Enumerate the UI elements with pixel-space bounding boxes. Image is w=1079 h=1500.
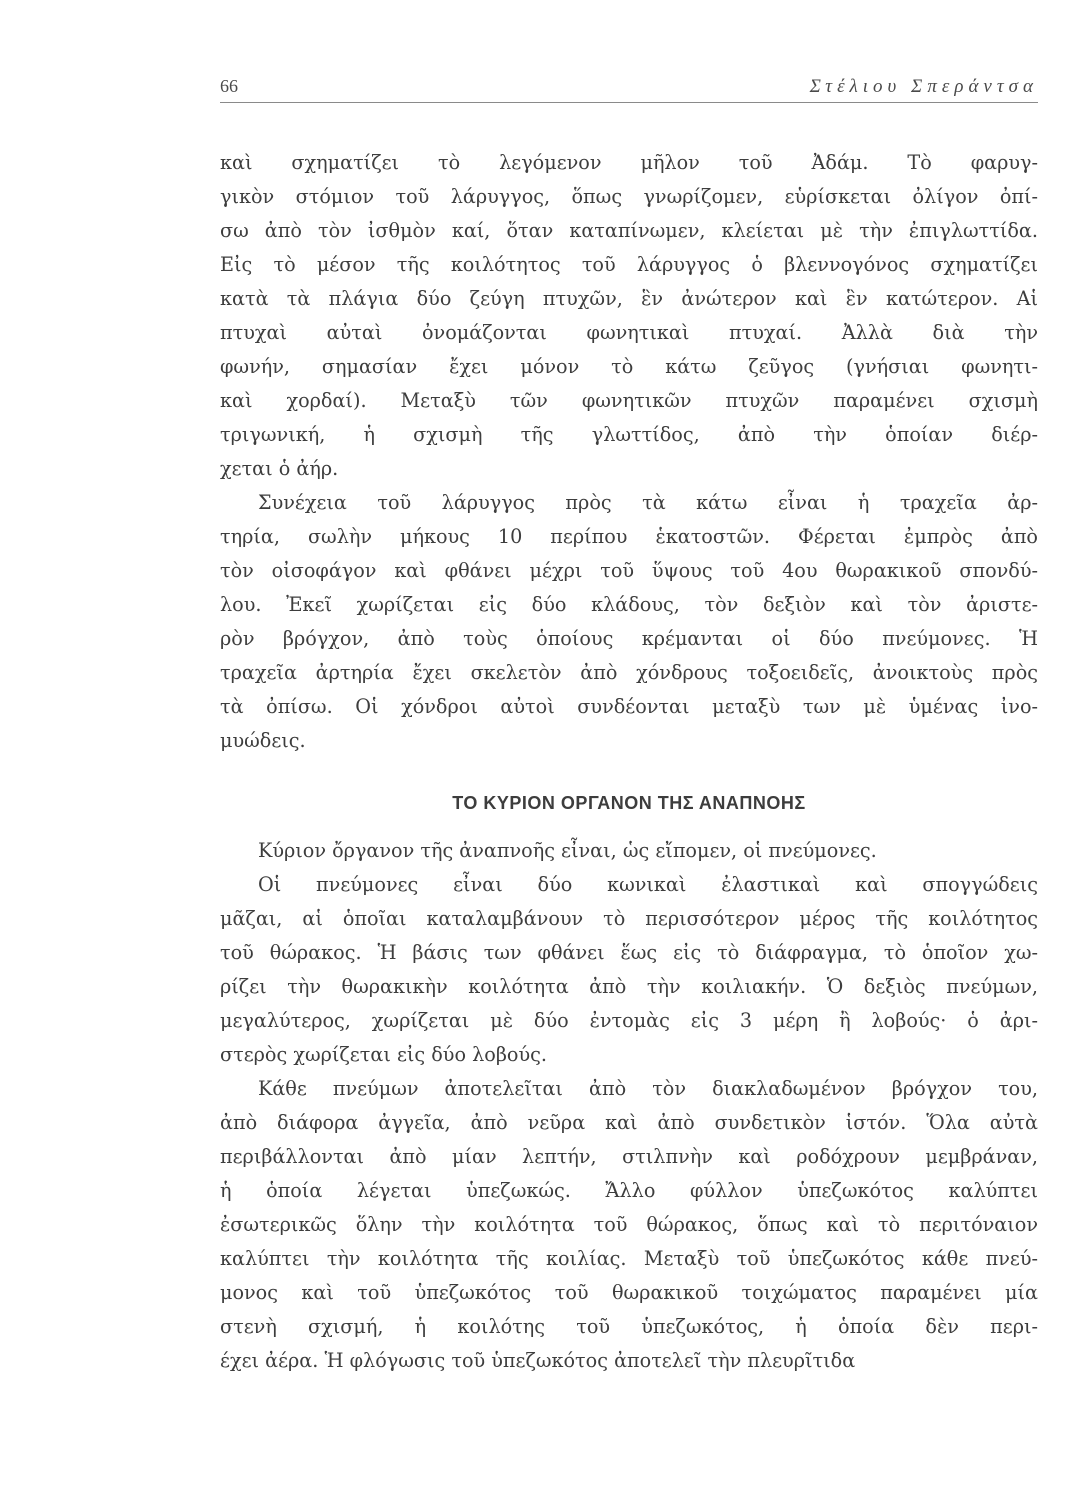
text-line: τραχεῖα ἀρτηρία ἔχει σκελετὸν ἀπὸ χόνδρους τοξοειδεῖς, ἀνοικτοὺς πρὸς bbox=[220, 661, 1038, 684]
page-number: 66 bbox=[220, 76, 238, 96]
text-line: καὶ χορδαί). Μεταξὺ τῶν φωνητικῶν πτυχῶν παραμένει σχισμὴ bbox=[220, 389, 1038, 412]
text-line: μᾶζαι, αἱ ὁποῖαι καταλαμβάνουν τὸ περισσότερον μέρος τῆς κοιλότητος bbox=[220, 907, 1038, 930]
paragraph-larynx bbox=[220, 146, 1038, 486]
text-line: κατὰ τὰ πλάγια δύο ζεύγη πτυχῶν, ἓν ἀνώτερον καὶ ἓν κατώτερον. Αἱ bbox=[220, 287, 1038, 310]
text-line: χεται ὁ ἀήρ. bbox=[220, 457, 339, 480]
text-line: πτυχαὶ αὐταὶ ὀνομάζονται φωνητικαὶ πτυχαί. Ἀλλὰ διὰ τὴν bbox=[220, 321, 1038, 344]
text-line: Κύριον ὄργανον τῆς ἀναπνοῆς εἶναι, ὡς εἴπομεν, οἱ πνεύμονες. bbox=[258, 839, 877, 862]
paragraph-trachea bbox=[220, 486, 1038, 758]
text-line: στενὴ σχισμή, ἡ κοιλότης τοῦ ὑπεζωκότος, ἡ ὁποία δὲν περι- bbox=[220, 1315, 1038, 1338]
text-line: λου. Ἐκεῖ χωρίζεται εἰς δύο κλάδους, τὸν δεξιὸν καὶ τὸν ἀριστε- bbox=[220, 593, 1038, 616]
text-line: στερὸς χωρίζεται εἰς δύο λοβούς. bbox=[220, 1043, 547, 1066]
text-line: μεγαλύτερος, χωρίζεται μὲ δύο ἐντομὰς εἰς 3 μέρη ἢ λοβούς· ὁ ἀρι- bbox=[220, 1009, 1038, 1032]
text-line: γικὸν στόμιον τοῦ λάρυγγος, ὅπως γνωρίζομεν, εὑρίσκεται ὀλίγον ὀπί- bbox=[220, 185, 1038, 208]
text-line: περιβάλλονται ἀπὸ μίαν λεπτήν, στιλπνὴν καὶ ροδόχρουν μεμβράναν, bbox=[220, 1145, 1038, 1168]
section-heading: ΤΟ ΚΥΡΙΟΝ ΟΡΓΑΝΟΝ ΤΗΣ ΑΝΑΠΝΟΗΣ bbox=[452, 793, 806, 813]
text-line: τοῦ θώρακος. Ἡ βάσις των φθάνει ἕως εἰς τὸ διάφραγμα, τὸ ὁποῖον χω- bbox=[220, 941, 1038, 964]
text-line: φωνήν, σημασίαν ἔχει μόνον τὸ κάτω ζεῦγος (γνήσιαι φωνητι- bbox=[220, 355, 1038, 378]
paragraph-pleura bbox=[220, 1072, 1038, 1378]
text-line: σω ἀπὸ τὸν ἰσθμὸν καί, ὅταν καταπίνωμεν, κλείεται μὲ τὴν ἐπιγλωττίδα. bbox=[220, 219, 1038, 242]
text-line: ρὸν βρόγχον, ἀπὸ τοὺς ὁποίους κρέμανται οἱ δύο πνεύμονες. Ἡ bbox=[220, 627, 1038, 650]
text-line: καὶ σχηματίζει τὸ λεγόμενον μῆλον τοῦ Ἀδάμ. Τὸ φαρυγ- bbox=[220, 151, 1038, 174]
text-line: ἐσωτερικῶς ὅλην τὴν κοιλότητα τοῦ θώρακος, ὅπως καὶ τὸ περιτόναιον bbox=[220, 1213, 1038, 1236]
text-line: μονος καὶ τοῦ ὑπεζωκότος τοῦ θωρακικοῦ τοιχώματος παραμένει μία bbox=[220, 1281, 1038, 1304]
running-head: Στέλιου Σπεράντσα bbox=[809, 76, 1038, 97]
text-line: τηρία, σωλὴν μήκους 10 περίπου ἑκατοστῶν. Φέρεται ἐμπρὸς ἀπὸ bbox=[220, 525, 1038, 548]
text-line: τὰ ὀπίσω. Οἱ χόνδροι αὐτοὶ συνδέονται μεταξὺ των μὲ ὑμένας ἰνο- bbox=[220, 695, 1038, 718]
text-line: μυώδεις. bbox=[220, 729, 306, 752]
text-line: Κάθε πνεύμων ἀποτελεῖται ἀπὸ τὸν διακλαδωμένον βρόγχον του, bbox=[258, 1077, 1038, 1100]
paragraph-main-organ bbox=[220, 834, 1038, 868]
text-line: Συνέχεια τοῦ λάρυγγος πρὸς τὰ κάτω εἶναι ἡ τραχεῖα ἀρ- bbox=[258, 491, 1038, 514]
text-line: ἡ ὁποία λέγεται ὑπεζωκώς. Ἄλλο φύλλον ὑπεζωκότος καλύπτει bbox=[220, 1179, 1038, 1202]
text-line: καλύπτει τὴν κοιλότητα τῆς κοιλίας. Μεταξὺ τοῦ ὑπεζωκότος κάθε πνεύ- bbox=[220, 1247, 1038, 1270]
body-text bbox=[220, 146, 1038, 1378]
text-line: ρίζει τὴν θωρακικὴν κοιλότητα ἀπὸ τὴν κοιλιακήν. Ὁ δεξιὸς πνεύμων, bbox=[220, 975, 1038, 998]
text-line: Εἰς τὸ μέσον τῆς κοιλότητος τοῦ λάρυγγος ὁ βλεννογόνος σχηματίζει bbox=[220, 253, 1038, 276]
text-line: έχει ἀέρα. Ἡ φλόγωσις τοῦ ὑπεζωκότος ἀποτελεῖ τὴν πλευρῖτιδα bbox=[220, 1349, 856, 1372]
text-line: ἀπὸ διάφορα ἀγγεῖα, ἀπὸ νεῦρα καὶ ἀπὸ συνδετικὸν ἱστόν. Ὅλα αὐτὰ bbox=[220, 1111, 1038, 1134]
text-line: Οἱ πνεύμονες εἶναι δύο κωνικαὶ ἐλαστικαὶ καὶ σπογγώδεις bbox=[258, 873, 1038, 896]
paragraph-lungs bbox=[220, 868, 1038, 1072]
page-header bbox=[220, 70, 1038, 103]
text-line: τὸν οἰσοφάγον καὶ φθάνει μέχρι τοῦ ὕψους τοῦ 4ου θωρακικοῦ σπονδύ- bbox=[220, 559, 1038, 582]
text-line: τριγωνική, ἡ σχισμὴ τῆς γλωττίδος, ἀπὸ τὴν ὁποίαν διέρ- bbox=[220, 423, 1038, 446]
